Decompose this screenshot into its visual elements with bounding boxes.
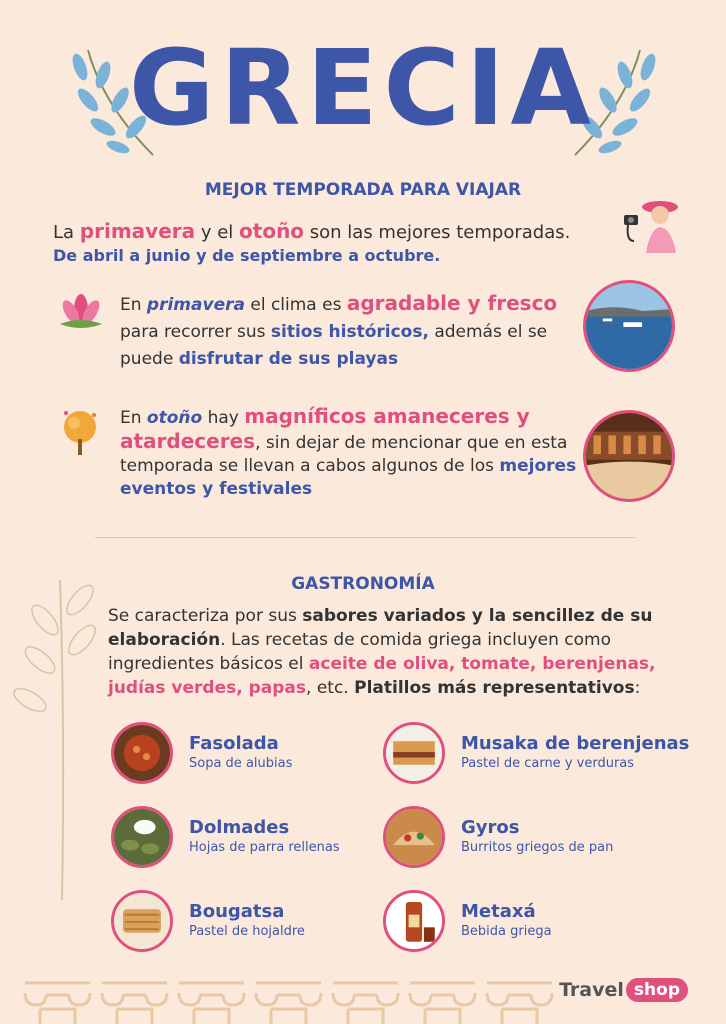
section-divider: [95, 537, 635, 538]
dolmades-photo: [111, 806, 173, 868]
season-intro: La primavera y el otoño son las mejores temporadas. De abril a junio y de septiembre a octubre.: [53, 219, 571, 265]
lotus-flower-icon: [58, 290, 104, 332]
gastronomy-text: Se caracteriza por sus sabores variados y la sencillez de su elaboración. Las recetas de comida griega incluyen como ingredientes básicos el aceite de oliva, tomate, berenjenas, judías verdes, papas, etc. Platillos más representativos:: [108, 606, 656, 698]
dish-item: Metaxá Bebida griega: [383, 890, 552, 952]
gastronomy-heading: GASTRONOMÍA: [291, 574, 435, 594]
page-title: GRECIA: [129, 27, 597, 149]
travelshop-logo: Travel shop: [559, 978, 688, 1002]
olive-branch-icon: [10, 580, 100, 900]
gyros-photo: [383, 806, 445, 868]
autumn-tree-icon: [60, 407, 100, 457]
season-dates: De abril a junio y de septiembre a octubre.: [53, 246, 441, 265]
autumn-text: En otoño hay magníficos amaneceres y atardeceres, sin dejar de mencionar que en esta temporada se llevan a cabos algunos de los mejores eventos y festivales: [120, 404, 577, 499]
spring-text: En primavera el clima es agradable y fresco para recorrer sus sitios históricos, además el se puede disfrutar de sus playas: [120, 291, 558, 369]
season-heading: MEJOR TEMPORADA PARA VIAJAR: [204, 180, 522, 200]
metaxa-photo: [383, 890, 445, 952]
dish-item: Bougatsa Pastel de hojaldre: [111, 890, 305, 952]
dish-item: Gyros Burritos griegos de pan: [383, 806, 613, 868]
musaka-photo: [383, 722, 445, 784]
traveler-illustration-icon: [620, 195, 684, 253]
greek-columns-decoration: [20, 975, 560, 1024]
dish-item: Musaka de berenjenas Pastel de carne y verduras: [383, 722, 689, 784]
festival-photo: [583, 410, 675, 502]
dish-item: Fasolada Sopa de alubias: [111, 722, 292, 784]
fasolada-photo: [111, 722, 173, 784]
santorini-photo: [583, 280, 675, 372]
dish-item: Dolmades Hojas de parra rellenas: [111, 806, 340, 868]
bougatsa-photo: [111, 890, 173, 952]
